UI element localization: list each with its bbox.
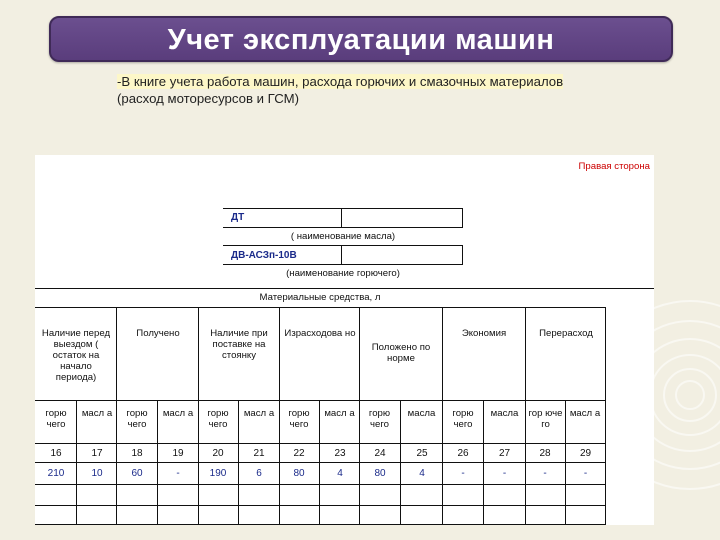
side-label: Правая сторона (578, 161, 650, 172)
value-cell: 4 (419, 468, 425, 479)
sub-header-oil: масл а (162, 408, 194, 419)
sub-header-fuel: гор юче го (528, 408, 563, 430)
sub-header-fuel: горю чего (288, 408, 310, 430)
column-number: 17 (91, 448, 103, 459)
sub-header-oil: масла (407, 408, 436, 419)
value-cell: 6 (256, 468, 262, 479)
value-cell: 60 (131, 468, 143, 479)
column-number: 24 (374, 448, 386, 459)
sub-header-oil: масл а (243, 408, 275, 419)
sub-header-fuel: горю чего (126, 408, 148, 430)
sub-header-fuel: горю чего (207, 408, 229, 430)
fuel-caption: (наименование горючего) (286, 268, 400, 279)
value-cell: - (176, 468, 180, 479)
sub-header-oil: масл а (569, 408, 601, 419)
header-available-before: Наличие перед выездом ( остаток на начало периода) (41, 328, 111, 383)
column-number: 28 (539, 448, 551, 459)
value-cell: - (461, 468, 465, 479)
header-received: Получено (136, 328, 180, 339)
column-number: 18 (131, 448, 143, 459)
column-number: 20 (212, 448, 224, 459)
column-number: 19 (172, 448, 184, 459)
sub-header-fuel: горю чего (452, 408, 474, 430)
title-banner (49, 16, 673, 62)
materials-header: Материальные средства, л (259, 292, 381, 303)
column-number: 16 (50, 448, 62, 459)
column-number: 22 (293, 448, 305, 459)
value-cell: 4 (337, 468, 343, 479)
sub-header-oil: масла (490, 408, 519, 419)
value-cell: 80 (293, 468, 305, 479)
column-number: 27 (498, 448, 511, 459)
header-spent: Израсходова но (284, 328, 356, 339)
subtitle-line-2: (расход моторесурсов и ГСМ) (117, 91, 299, 106)
value-cell: - (502, 468, 507, 479)
sub-header-fuel: горю чего (368, 408, 391, 430)
header-norm: Положено по норме (371, 342, 431, 364)
oil-caption: ( наименование масла) (290, 231, 396, 242)
fuel-value: ДВ-АСЗп-10В (231, 250, 297, 261)
header-available-after: Наличие при поставке на стоянку (210, 328, 268, 361)
column-number: 26 (457, 448, 469, 459)
header-overspend: Перерасход (539, 328, 593, 339)
ledger-form (35, 155, 654, 525)
sub-header-oil: масл а (324, 408, 355, 419)
sub-header-fuel: горю чего (45, 408, 67, 430)
value-cell: - (543, 468, 547, 479)
column-number: 29 (579, 448, 592, 459)
subtitle-line-1: -В книге учета работа машин, расхода горючих и смазочных материалов (117, 74, 564, 89)
subtitle-text (117, 73, 650, 107)
oil-value: ДТ (231, 212, 245, 223)
column-number: 25 (416, 448, 428, 459)
sub-header-oil: масл а (81, 408, 113, 419)
header-savings: Экономия (461, 328, 507, 339)
value-cell: 10 (91, 468, 103, 479)
value-cell: 80 (374, 468, 386, 479)
page-title: Учет эксплуатации машин (167, 24, 555, 56)
value-cell: 210 (47, 468, 65, 479)
column-number: 23 (334, 448, 346, 459)
value-cell: - (583, 468, 588, 479)
value-cell: 190 (209, 468, 227, 479)
column-number: 21 (253, 448, 265, 459)
